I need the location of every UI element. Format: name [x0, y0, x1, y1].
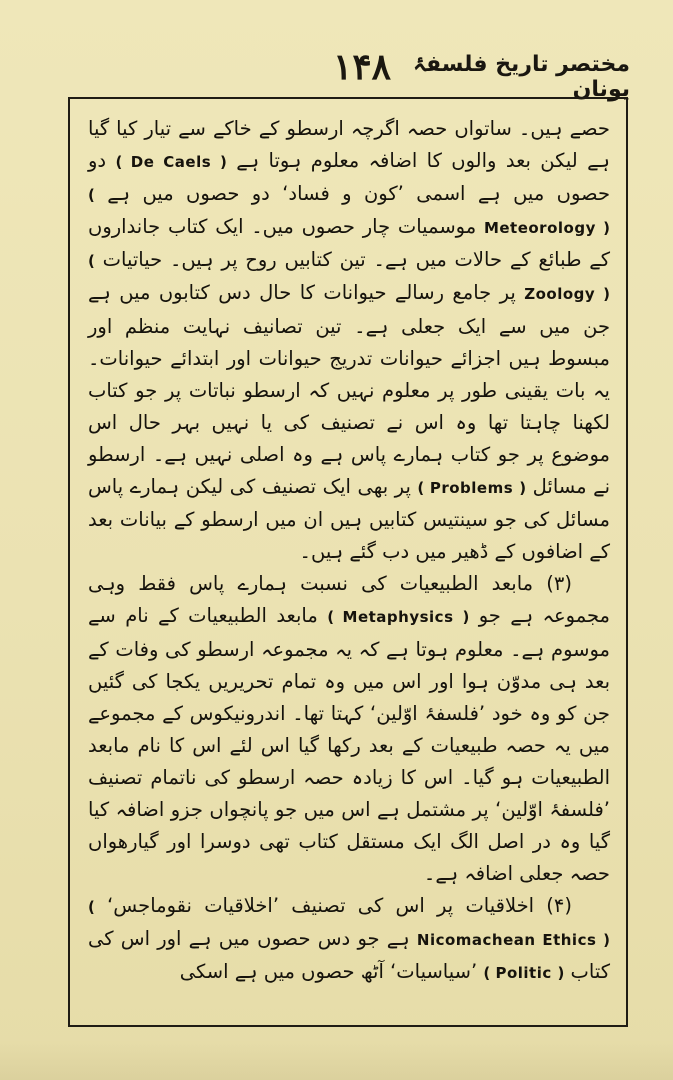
latin-term: ( De Caels ) [115, 153, 227, 172]
running-title: مختصر تاریخ فلسفۂ یونان [413, 52, 630, 102]
urdu-text: ہے جو دس حصوں میں ہے اور اس کی کتاب [88, 927, 610, 984]
text-frame [68, 97, 628, 1027]
page-number: ۱۴۸ [332, 46, 391, 88]
body-paragraph [88, 113, 610, 568]
latin-term: ( Politic ) [483, 964, 565, 983]
urdu-text: مابعد الطبیعیات کے نام سے موسوم ہے۔ معلوم ہوتا ہے کہ یہ مجموعہ ارسطو کی وفات کے بعد ہی مدوّن ہوا اور اس میں وہ تمام تحریریں یکجا کی گئیں جن کو وہ خود ’فلسفۂ اوّلین‘ کہتا تھا۔ اندرونیکوس کے مجموعے میں یہ حصہ طبیعیات کے بعد رکھا گیا اس لئے اس کا نام مابعد الطبیعیات ہو گیا۔ اس کا زیادہ حصہ ارسطو کی ناتمام تصنیف ’فلسفۂ اوّلین‘ پر مشتمل ہے اس میں جو پانچواں جزو اضافہ کیا گیا وہ در اصل الگ ایک مستقل کتاب تھی دوسرا اور گیارھواں حصہ جعلی اضافہ ہے۔ [88, 604, 610, 886]
urdu-text: پر جامع رسالے حیوانات کا حال دس کتابوں میں ہے جن میں سے ایک جعلی ہے۔ تین تصانیف نہایت منظم اور مبسوط ہیں اجزائے حیوانات تدریج حیوانات اور ابتدائے حیوانات۔ یہ بات یقینی طور پر معلوم نہیں کہ ارسطو نباتات پر جو کتاب لکھنا چاہتا تھا وہ اس نے تصنیف کی یا نہیں بہر حال اس موضوع پر جو کتاب ہمارے پاس ہے وہ اصلی نہیں ہے۔ ارسطو نے مسائل [88, 281, 610, 499]
urdu-text: حصے ہیں۔ ساتواں حصہ اگرچہ ارسطو کے خاکے سے تیار کیا گیا ہے لیکن بعد والوں کا اضافہ معلوم ہوتا ہے [88, 117, 610, 173]
urdu-text: (۳) مابعد الطبیعیات کی نسبت ہمارے پاس فقط وہی مجموعہ ہے جو [88, 572, 611, 628]
body-paragraph [88, 890, 610, 989]
latin-term: ( Meteorology ) [88, 186, 610, 238]
page-header [40, 44, 640, 102]
body-text [88, 113, 610, 990]
urdu-text: ’سیاسیات‘ آٹھ حصوں میں ہے اسکی [179, 960, 484, 984]
latin-term: ( Zoology ) [88, 252, 610, 304]
latin-term: ( Nicomachean Ethics ) [88, 898, 610, 950]
urdu-text: پر بھی ایک تصنیف کی لیکن ہمارے پاس مسائل کی جو سینتیس کتابیں ہیں ان میں ارسطو کے بیانات بعد کے اضافوں کے ڈھیر میں دب گئے ہیں۔ [88, 475, 610, 564]
urdu-text: (۴) اخلاقیات پر اس کی تصنیف ’اخلاقیات نقوماجس‘ [94, 894, 572, 918]
latin-term: ( Problems ) [417, 479, 527, 498]
page-edge-shadow [0, 1040, 673, 1080]
urdu-text: دو حصوں میں ہے اسمی ’کون و فساد‘ دو حصوں میں ہے [88, 149, 610, 206]
latin-term: ( Metaphysics ) [327, 608, 470, 627]
urdu-text: موسمیات چار حصوں میں۔ ایک کتاب جانداروں کے طبائع کے حالات میں ہے۔ تین کتابیں روح پر ہیں۔ حیاتیات [88, 215, 610, 272]
body-paragraph [88, 568, 610, 890]
